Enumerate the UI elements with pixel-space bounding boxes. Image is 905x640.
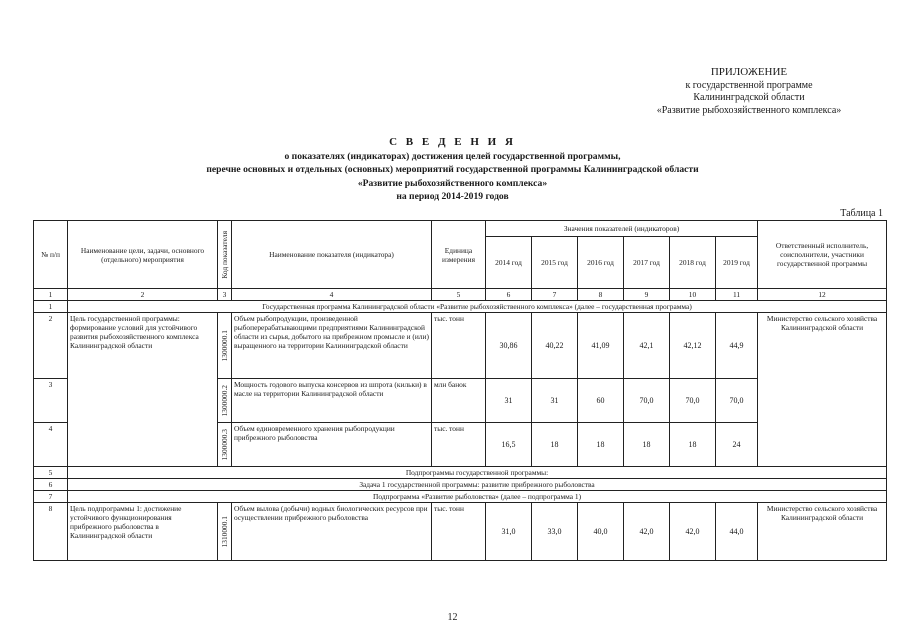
indicator-cell: Объем единовременного хранения рыбопродукции прибрежного рыболовства [232,423,432,467]
title-heading: С В Е Д Е Н И Я [389,136,516,148]
value-cell: 60 [578,379,624,423]
document-title [0,136,905,204]
value-cell: 70,0 [670,379,716,423]
section-row [34,491,887,503]
code-label: 1300000.3 [220,428,229,461]
value-cell: 18 [532,423,578,467]
appendix-line: Калининградской области [693,92,805,103]
col-number: 5 [432,289,486,301]
value-cell: 42,1 [624,313,670,379]
indicators-table [33,220,887,561]
value-cell: 31 [486,379,532,423]
appendix-block [619,66,879,117]
row-num: 2 [34,313,68,379]
unit-cell: млн банок [432,379,486,423]
section-title: Подпрограмма «Развитие рыболовства» (далее – подпрограмма 1) [68,491,887,503]
value-cell: 40,0 [578,503,624,561]
value-cell: 18 [624,423,670,467]
header-num: № п/п [34,221,68,289]
header-year: 2019 год [716,237,758,289]
header-year: 2017 год [624,237,670,289]
section-title: Задача 1 государственной программы: развитие прибрежного рыболовства [68,479,887,491]
unit-cell: тыс. тонн [432,423,486,467]
appendix-line: к государственной программе [685,79,813,91]
col-number: 9 [624,289,670,301]
col-number: 8 [578,289,624,301]
value-cell: 31,0 [486,503,532,561]
code-label: 1310000.1 [220,515,229,548]
col-number: 11 [716,289,758,301]
header-year: 2016 год [578,237,624,289]
row-num: 1 [34,301,68,313]
row-num: 7 [34,491,68,503]
row-num: 8 [34,503,68,561]
value-cell: 18 [578,423,624,467]
header-responsible: Ответственный исполнитель, соисполнители, участники государственной программы [758,221,887,289]
col-number: 12 [758,289,887,301]
value-cell: 40,22 [532,313,578,379]
unit-cell: тыс. тонн [432,503,486,561]
header-goal: Наименование цели, задачи, основного (отдельного) мероприятия [68,221,218,289]
column-numbers-row [34,289,887,301]
value-cell: 42,12 [670,313,716,379]
value-cell: 30,86 [486,313,532,379]
col-number: 4 [232,289,432,301]
indicator-cell: Мощность годового выпуска консервов из шпрота (кильки) в масле на территории Калининградской области [232,379,432,423]
header-year: 2018 год [670,237,716,289]
col-number: 10 [670,289,716,301]
value-cell: 41,09 [578,313,624,379]
section-row [34,479,887,491]
responsible-cell: Министерство сельского хозяйства Калининградской области [758,503,887,561]
responsible-cell: Министерство сельского хозяйства Калининградской области [758,313,887,467]
unit-cell: тыс. тонн [432,313,486,379]
value-cell: 44,0 [716,503,758,561]
value-cell: 18 [670,423,716,467]
value-cell: 42,0 [624,503,670,561]
indicator-cell: Объем вылова (добычи) водных биологических ресурсов при осуществлении прибрежного рыболовства [232,503,432,561]
header-row [34,221,887,237]
value-cell: 24 [716,423,758,467]
value-cell: 31 [532,379,578,423]
section-row [34,467,887,479]
page-number: 12 [447,612,458,623]
code-cell [218,313,232,379]
header-values-group: Значения показателей (индикаторов) [486,221,758,237]
code-cell [218,503,232,561]
code-cell [218,423,232,467]
title-line: перечне основных и отдельных (основных) мероприятий государственной программы Калининградской области [206,164,699,175]
row-num: 4 [34,423,68,467]
col-number: 2 [68,289,218,301]
table-row [34,313,887,379]
title-line: «Развитие рыбохозяйственного комплекса» [357,177,548,189]
header-code [218,221,232,289]
table-row [34,503,887,561]
header-year: 2014 год [486,237,532,289]
code-label: 1300000.1 [220,329,229,362]
row-num: 6 [34,479,68,491]
title-line: о показателях (индикаторах) достижения целей государственной программы, [284,150,621,162]
col-number: 3 [218,289,232,301]
row-num: 5 [34,467,68,479]
section-row [34,301,887,313]
header-code-label: Код показателя [220,230,229,279]
title-line: на период 2014-2019 годов [396,191,509,202]
indicator-cell: Объем рыбопродукции, произведенной рыбоперерабатывающими предприятиями Калининградской области из сырья, добытого на прибрежном промысле и (или) выращенного на территории Калининградской области [232,313,432,379]
col-number: 6 [486,289,532,301]
value-cell: 33,0 [532,503,578,561]
section-title: Подпрограммы государственной программы: [68,467,887,479]
header-unit: Единица измерения [432,221,486,289]
appendix-line: «Развитие рыбохозяйственного комплекса» [656,104,842,116]
value-cell: 70,0 [716,379,758,423]
appendix-heading: ПРИЛОЖЕНИЕ [710,66,788,78]
value-cell: 42,0 [670,503,716,561]
value-cell: 16,5 [486,423,532,467]
code-label: 1300000.2 [220,384,229,417]
table-label: Таблица 1 [840,208,883,219]
value-cell: 44,9 [716,313,758,379]
goal-cell: Цель подпрограммы 1: достижение устойчивого функционирования прибрежного рыболовства в Калининградской области [68,503,218,561]
col-number: 1 [34,289,68,301]
goal-cell: Цель государственной программы: формирование условий для устойчивого развития рыбохозяйственного комплекса Калининградской области [68,313,218,467]
header-indicator: Наименование показателя (индикатора) [232,221,432,289]
section-title: Государственная программа Калининградской области «Развитие рыбохозяйственного комплекса» (далее – государственная программа) [68,301,887,313]
header-year: 2015 год [532,237,578,289]
row-num: 3 [34,379,68,423]
col-number: 7 [532,289,578,301]
value-cell: 70,0 [624,379,670,423]
code-cell [218,379,232,423]
